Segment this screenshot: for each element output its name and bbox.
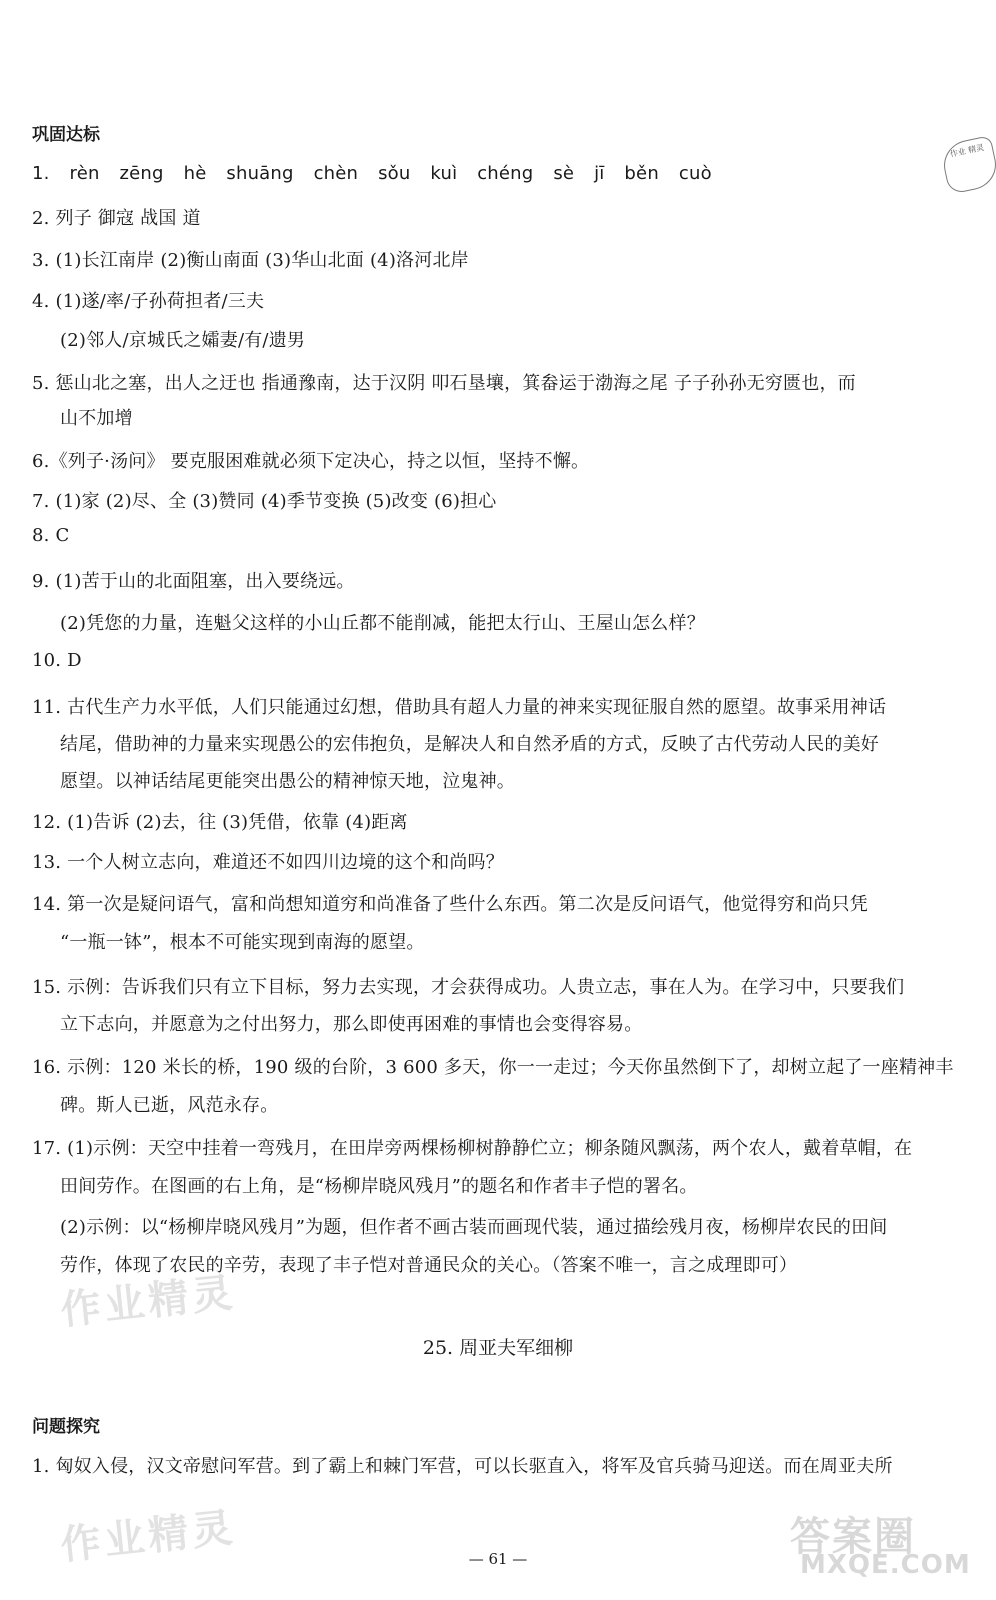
- url-watermark: MXQE.COM: [800, 1550, 971, 1580]
- answer-17-line-2: 田间劳作。在图画的右上角，是“杨柳岸晓风残月”的题名和作者丰子恺的署名。: [60, 1176, 698, 1197]
- answer-16-line-2: 碑。斯人已逝，风范永存。: [60, 1095, 279, 1116]
- answer-9-line-1: 9. (1)苦于山的北面阻塞，出入要绕远。: [32, 571, 355, 592]
- answer-14-line-2: “一瓶一钵”，根本不可能实现到南海的愿望。: [60, 932, 425, 953]
- watermark-bottom: 作业精灵: [58, 1504, 239, 1570]
- answer-16-line-1: 16. 示例：120 米长的桥，190 级的台阶，3 600 多天，你一一走过；今天你虽然倒下了，却树立起了一座精神丰: [32, 1057, 954, 1078]
- answer-4-line-1: 4. (1)遂/率/子孙荷担者/三夫: [32, 291, 265, 312]
- answer-8: 8. C: [32, 525, 70, 546]
- answer-17-line-4: 劳作，体现了农民的辛劳，表现了丰子恺对普通民众的关心。（答案不唯一，言之成理即可）: [60, 1255, 798, 1276]
- section-title-consolidate: 巩固达标: [32, 125, 100, 145]
- answer-12: 12. (1)告诉 (2)去，往 (3)凭借，依靠 (4)距离: [32, 812, 408, 833]
- answer-7: 7. (1)家 (2)尽、全 (3)赞同 (4)季节变换 (5)改变 (6)担心: [32, 491, 497, 512]
- chapter-title: 25. 周亚夫军细柳: [422, 1337, 574, 1359]
- section-title-inquiry: 问题探究: [32, 1417, 100, 1437]
- answer-5-line-2: 山不加增: [60, 408, 133, 429]
- answer-2: 2. 列子 御寇 战国 道: [32, 208, 201, 229]
- watermark: 作业精灵: [58, 1269, 239, 1335]
- answer-17-line-1: 17. (1)示例：天空中挂着一弯残月，在田岸旁两棵杨柳树静静伫立；柳条随风飘荡，两个农人，戴着草帽，在: [32, 1138, 913, 1159]
- answer-5-line-1: 5. 惩山北之塞，出人之迂也 指通豫南，达于汉阴 叩石垦壤，箕畚运于渤海之尾 子子孙孙无穷匮也，而: [32, 373, 856, 394]
- page-number: — 61 —: [468, 1550, 528, 1568]
- logo-watermark: 答案圈: [790, 1514, 916, 1560]
- answer-1: 1. rèn zēng hè shuāng chèn sǒu kuì chéng sè jī běn cuò: [32, 163, 712, 184]
- answer-6: 6.《列子·汤问》 要克服困难就必须下定决心，持之以恒，坚持不懈。: [32, 451, 590, 472]
- answer-11-line-3: 愿望。以神话结尾更能突出愚公的精神惊天地，泣鬼神。: [60, 771, 515, 792]
- answer-17-line-3: (2)示例：以“杨柳岸晓风残月”为题，但作者不画古装而画现代装，通过描绘残月夜，杨柳岸农民的田间: [60, 1217, 888, 1238]
- answer-11-line-1: 11. 古代生产力水平低，人们只能通过幻想，借助具有超人力量的神来实现征服自然的愿望。故事采用神话: [32, 697, 887, 718]
- answer-9-line-2: (2)凭您的力量，连魁父这样的小山丘都不能削减，能把太行山、王屋山怎么样？: [60, 613, 705, 634]
- answer-15-line-1: 15. 示例：告诉我们只有立下目标，努力去实现，才会获得成功。人贵立志，事在人为。在学习中，只要我们: [32, 977, 905, 998]
- answer-13: 13. 一个人树立志向，难道还不如四川边境的这个和尚吗？: [32, 852, 504, 873]
- answer-4-line-2: (2)邻人/京城氏之孀妻/有/遗男: [60, 330, 306, 351]
- answer-15-line-2: 立下志向，并愿意为之付出努力，那么即使再困难的事情也会变得容易。: [60, 1014, 643, 1035]
- answer-3: 3. (1)长江南岸 (2)衡山南面 (3)华山北面 (4)洛河北岸: [32, 250, 469, 271]
- answer-11-line-2: 结尾，借助神的力量来实现愚公的宏伟抱负，是解决人和自然矛盾的方式，反映了古代劳动人民的美好: [60, 734, 879, 755]
- answer-10: 10. D: [32, 650, 82, 671]
- corner-stamp: 作业 精灵: [939, 135, 996, 195]
- inquiry-answer-1: 1. 匈奴入侵，汉文帝慰问军营。到了霸上和棘门军营，可以长驱直入，将军及官兵骑马迎送。而在周亚夫所: [32, 1456, 893, 1477]
- answer-14-line-1: 14. 第一次是疑问语气，富和尚想知道穷和尚准备了些什么东西。第二次是反问语气，他觉得穷和尚只凭: [32, 894, 868, 915]
